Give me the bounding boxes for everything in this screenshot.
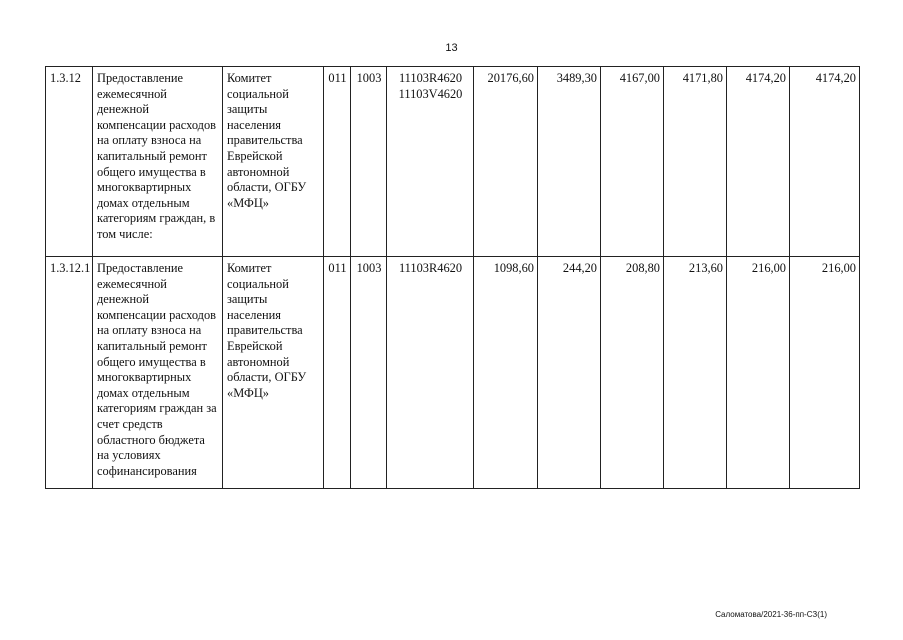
table-row (46, 67, 860, 257)
grbs-code: 011 (324, 67, 351, 257)
year-2-value: 4167,00 (601, 67, 664, 257)
year-5-value: 216,00 (790, 257, 860, 489)
grbs-code: 011 (324, 257, 351, 489)
executor: Комитет социальной защиты населения правительства Еврейской автономной области, ОГБУ «МФЦ» (223, 67, 324, 257)
csr-code: 11103R4620 11103V4620 (387, 67, 474, 257)
year-2-value: 208,80 (601, 257, 664, 489)
rzpr-code: 1003 (351, 67, 387, 257)
budget-table (45, 66, 860, 489)
year-3-value: 4171,80 (664, 67, 727, 257)
row-number: 1.3.12.1 (46, 257, 93, 489)
rzpr-code: 1003 (351, 257, 387, 489)
row-number: 1.3.12 (46, 67, 93, 257)
document-footer: Саломатова/2021-36-пп-СЗ(1) (715, 610, 827, 619)
measure-name: Предоставление ежемесячной денежной компенсации расходов на оплату взноса на капитальный ремонт общего имущества в многоквартирных домах отдельным категориям граждан за счет средств областного бюджета на условиях софинансирования (93, 257, 223, 489)
total-value: 20176,60 (474, 67, 538, 257)
table-row (46, 257, 860, 489)
year-1-value: 3489,30 (538, 67, 601, 257)
measure-name: Предоставление ежемесячной денежной компенсации расходов на оплату взноса на капитальный ремонт общего имущества в многоквартирных домах отдельным категориям граждан, в том числе: (93, 67, 223, 257)
csr-code: 11103R4620 (387, 257, 474, 489)
year-4-value: 216,00 (727, 257, 790, 489)
year-5-value: 4174,20 (790, 67, 860, 257)
year-4-value: 4174,20 (727, 67, 790, 257)
page-number: 13 (445, 42, 458, 54)
year-3-value: 213,60 (664, 257, 727, 489)
total-value: 1098,60 (474, 257, 538, 489)
executor: Комитет социальной защиты населения правительства Еврейской автономной области, ОГБУ «МФЦ» (223, 257, 324, 489)
year-1-value: 244,20 (538, 257, 601, 489)
